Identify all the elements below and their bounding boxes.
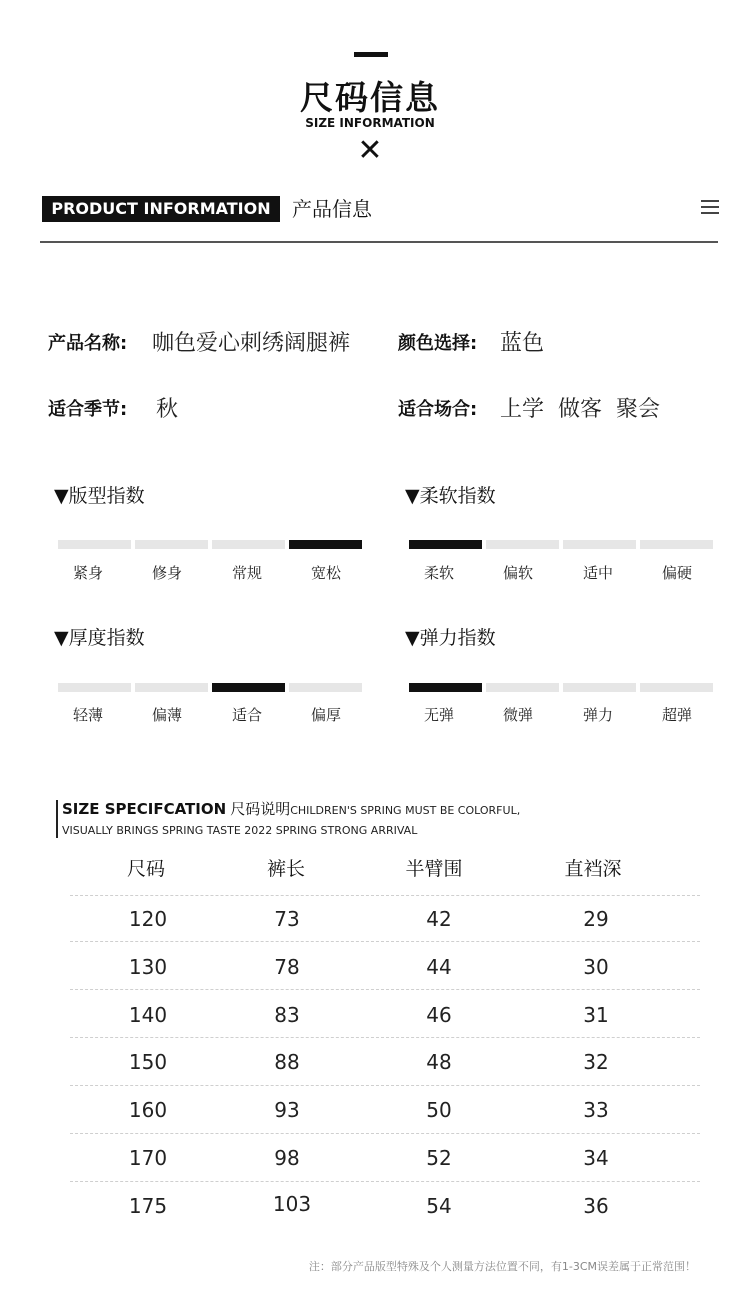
index-label: 适中 bbox=[582, 564, 613, 582]
index-segment bbox=[135, 540, 208, 549]
spec-title-en: SIZE SPECIFCATION bbox=[62, 800, 227, 818]
table-cell: 160 bbox=[128, 1098, 168, 1122]
top-dash bbox=[354, 52, 388, 57]
row-divider bbox=[70, 1133, 700, 1134]
row-divider bbox=[70, 895, 700, 896]
index-label: 偏软 bbox=[502, 564, 533, 582]
index-label: 紧身 bbox=[72, 564, 103, 582]
close-icon: ✕ bbox=[357, 133, 383, 168]
product-info-badge: PRODUCT INFORMATION bbox=[42, 196, 280, 222]
page-subtitle: SIZE INFORMATION bbox=[305, 116, 435, 130]
attr-value-color: 蓝色 bbox=[500, 331, 545, 356]
divider bbox=[40, 241, 718, 243]
row-divider bbox=[70, 1181, 700, 1182]
table-cell: 120 bbox=[128, 907, 168, 931]
spec-tagline: VISUALLY BRINGS SPRING TASTE 2022 SPRING STRONG ARRIVAL bbox=[62, 824, 418, 837]
table-cell: 175 bbox=[128, 1194, 168, 1218]
table-cell: 48 bbox=[426, 1050, 452, 1074]
index-label: 适合 bbox=[231, 706, 262, 724]
table-cell: 78 bbox=[274, 955, 300, 979]
spec-accent-bar bbox=[56, 800, 58, 838]
index-segment bbox=[212, 540, 285, 549]
index-segment bbox=[135, 683, 208, 692]
table-cell: 46 bbox=[426, 1003, 452, 1027]
index-segment bbox=[486, 683, 559, 692]
index-segment bbox=[486, 540, 559, 549]
row-divider bbox=[70, 941, 700, 942]
index-label: 微弹 bbox=[502, 706, 533, 724]
attr-label-product-name: 产品名称: bbox=[48, 333, 128, 354]
table-cell: 33 bbox=[583, 1098, 609, 1122]
index-segment bbox=[640, 683, 713, 692]
row-divider bbox=[70, 1085, 700, 1086]
attr-value-occasion: 上学 做客 聚会 bbox=[500, 397, 660, 422]
row-divider bbox=[70, 1037, 700, 1038]
table-header: 半臂围 bbox=[405, 858, 463, 880]
table-cell: 34 bbox=[583, 1146, 609, 1170]
page-title: 尺码信息 bbox=[300, 78, 440, 117]
table-cell: 150 bbox=[128, 1050, 168, 1074]
index-segment bbox=[640, 540, 713, 549]
table-cell: 88 bbox=[274, 1050, 300, 1074]
index-title-fit: ▼版型指数 bbox=[54, 485, 145, 507]
spec-tagline: CHILDREN'S SPRING MUST BE COLORFUL, bbox=[290, 804, 521, 817]
index-title-thickness: ▼厚度指数 bbox=[54, 627, 145, 649]
table-header: 直裆深 bbox=[564, 858, 622, 880]
table-cell: 140 bbox=[128, 1003, 168, 1027]
attr-label-season: 适合季节: bbox=[48, 399, 128, 420]
table-cell: 98 bbox=[274, 1146, 300, 1170]
index-segment bbox=[409, 540, 482, 549]
index-label: 弹力 bbox=[582, 706, 613, 724]
attr-label-color: 颜色选择: bbox=[398, 333, 478, 354]
table-cell: 31 bbox=[583, 1003, 609, 1027]
index-label: 轻薄 bbox=[72, 706, 103, 724]
table-cell: 32 bbox=[583, 1050, 609, 1074]
index-label: 常规 bbox=[231, 564, 262, 582]
product-info-title: 产品信息 bbox=[292, 197, 372, 221]
table-cell: 42 bbox=[426, 907, 452, 931]
index-title-elasticity: ▼弹力指数 bbox=[405, 627, 496, 649]
row-divider bbox=[70, 989, 700, 990]
spec-heading bbox=[62, 798, 520, 822]
menu-icon bbox=[701, 200, 719, 218]
index-segment bbox=[563, 683, 636, 692]
table-cell: 170 bbox=[128, 1146, 168, 1170]
index-label: 偏厚 bbox=[310, 706, 341, 724]
table-cell: 54 bbox=[426, 1194, 452, 1218]
table-cell: 52 bbox=[426, 1146, 452, 1170]
table-cell: 73 bbox=[274, 907, 300, 931]
index-segment bbox=[289, 540, 362, 549]
table-cell: 83 bbox=[274, 1003, 300, 1027]
index-label: 偏硬 bbox=[661, 564, 692, 582]
footer-note: 注：部分产品版型特殊及个人测量方法位置不同，有1-3CM误差属于正常范围！ bbox=[308, 1260, 696, 1273]
table-cell: 29 bbox=[583, 907, 609, 931]
table-cell: 44 bbox=[426, 955, 452, 979]
index-label: 无弹 bbox=[423, 706, 454, 724]
index-label: 超弹 bbox=[661, 706, 692, 724]
index-segment bbox=[409, 683, 482, 692]
attr-value-product-name: 咖色爱心刺绣阔腿裤 bbox=[152, 331, 351, 356]
index-label: 偏薄 bbox=[151, 706, 182, 724]
index-label: 柔软 bbox=[423, 564, 454, 582]
table-cell: 30 bbox=[583, 955, 609, 979]
attr-value-season: 秋 bbox=[156, 397, 179, 422]
index-segment bbox=[58, 540, 131, 549]
table-cell: 36 bbox=[583, 1194, 609, 1218]
table-cell: 93 bbox=[274, 1098, 300, 1122]
attr-label-occasion: 适合场合: bbox=[398, 399, 478, 420]
index-label: 宽松 bbox=[310, 564, 341, 582]
index-title-softness: ▼柔软指数 bbox=[405, 485, 496, 507]
index-segment bbox=[58, 683, 131, 692]
table-header: 裤长 bbox=[266, 858, 305, 880]
index-segment bbox=[289, 683, 362, 692]
spec-title-cn: 尺码说明 bbox=[230, 800, 291, 818]
table-cell: 50 bbox=[426, 1098, 452, 1122]
index-segment bbox=[563, 540, 636, 549]
index-label: 修身 bbox=[151, 564, 182, 582]
table-header: 尺码 bbox=[126, 858, 165, 880]
table-cell: 130 bbox=[128, 955, 168, 979]
table-cell: 103 bbox=[272, 1192, 312, 1216]
index-segment bbox=[212, 683, 285, 692]
